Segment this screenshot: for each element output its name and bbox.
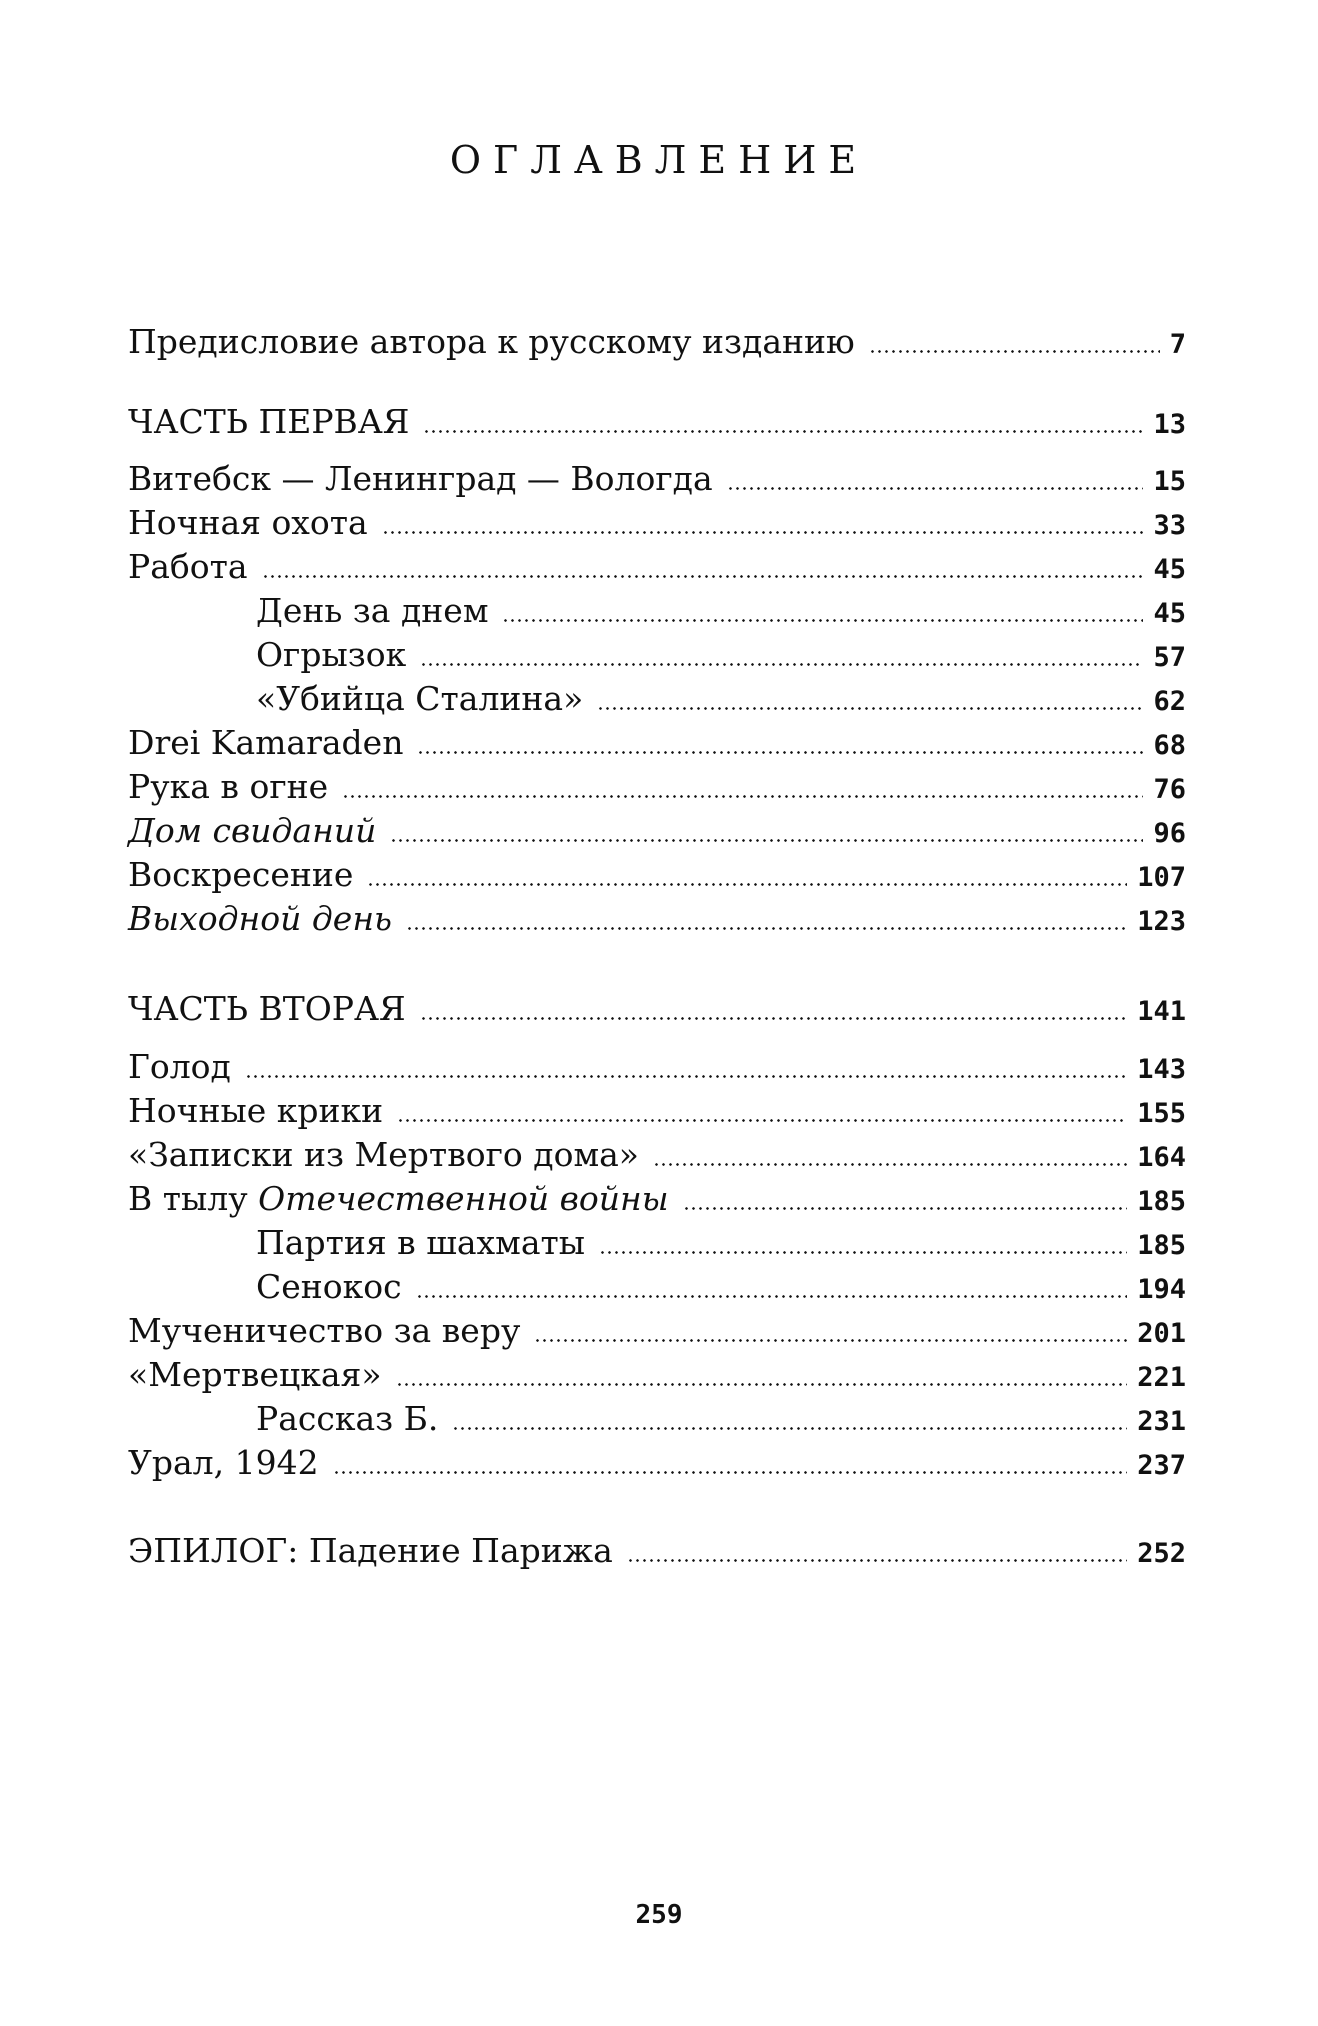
toc-entry-page: 45: [1153, 598, 1186, 629]
toc-entry-title: Ночная охота: [128, 503, 368, 542]
toc-entry-title: Предисловие автора к русскому изданию: [128, 322, 855, 361]
toc-entry-page: 68: [1153, 730, 1186, 761]
dot-leader: [727, 487, 1144, 490]
toc-entry-title: Сенокос: [256, 1267, 402, 1306]
toc-entry-title: Ночные крики: [128, 1091, 384, 1130]
toc-entry-title: Огрызок: [256, 635, 407, 674]
dot-leader: [869, 350, 1160, 353]
toc-entry: [128, 457, 1186, 501]
dot-leader: [245, 1075, 1127, 1078]
toc-entry-page: 201: [1137, 1318, 1186, 1349]
toc-entry: [128, 1353, 1186, 1397]
toc-entry-page: 96: [1153, 818, 1186, 849]
dot-leader: [534, 1339, 1127, 1342]
toc-heading: ОГЛАВЛЕНИЕ: [449, 138, 869, 182]
toc-entry-title: Дом свиданий: [128, 811, 377, 850]
toc-entry: [128, 1045, 1186, 1089]
toc-entry-title: Работа: [128, 547, 248, 586]
toc-subentry: [128, 677, 1186, 721]
toc-entry: [128, 1441, 1186, 1485]
dot-leader: [627, 1559, 1127, 1562]
dot-leader: [452, 1427, 1127, 1430]
toc-entry: [128, 501, 1186, 545]
toc-subentry: [128, 1265, 1186, 1309]
toc-subentry: [128, 589, 1186, 633]
toc-entry-page: 231: [1137, 1406, 1186, 1437]
toc-entry: [128, 545, 1186, 589]
toc-entry-page: 15: [1153, 466, 1186, 497]
toc-entry-title: Голод: [128, 1047, 231, 1086]
toc-epilogue: [128, 1529, 1186, 1573]
dot-leader: [262, 575, 1144, 578]
toc-entry-title: День за днем: [256, 591, 489, 630]
toc-entry: [128, 897, 1186, 941]
toc-entry: [128, 1177, 1186, 1221]
toc-entry-page: 155: [1137, 1098, 1186, 1129]
toc-entry-page: 45: [1153, 554, 1186, 585]
toc-entry-page: 7: [1169, 329, 1186, 360]
dot-leader: [420, 1017, 1128, 1020]
toc-entry-page: 141: [1137, 996, 1186, 1027]
toc-entry-title: Воскресение: [128, 855, 354, 894]
dot-leader: [597, 707, 1143, 710]
toc-entry-page: 185: [1137, 1186, 1186, 1217]
dot-leader: [417, 751, 1143, 754]
toc-entry-title: ЧАСТЬ ПЕРВАЯ: [128, 402, 410, 441]
toc-entry-page: 62: [1153, 686, 1186, 717]
dot-leader: [599, 1251, 1127, 1254]
toc-entry-page: 221: [1137, 1362, 1186, 1393]
dot-leader: [423, 430, 1143, 433]
dot-leader: [382, 531, 1144, 534]
toc-entry-title: Рассказ Б.: [256, 1399, 439, 1438]
dot-leader: [367, 883, 1127, 886]
toc-entry: [128, 1089, 1186, 1133]
toc-entry: [128, 1133, 1186, 1177]
toc-entry: [128, 853, 1186, 897]
toc-entry-title: Мученичество за веру: [128, 1311, 521, 1350]
toc-entry-title: Drei Kamaraden: [128, 723, 404, 762]
toc-entry: [128, 320, 1186, 364]
toc-entry-page: 107: [1137, 862, 1186, 893]
toc-entry-page: 57: [1153, 642, 1186, 673]
dot-leader: [342, 795, 1143, 798]
dot-leader: [397, 1119, 1127, 1122]
toc-part-heading: [128, 987, 1186, 1031]
toc-entry-page: 123: [1137, 906, 1186, 937]
toc-entry-title: «Убийца Сталина»: [256, 679, 584, 718]
toc-subentry: [128, 1221, 1186, 1265]
dot-leader: [653, 1163, 1127, 1166]
toc-entry-page: 237: [1137, 1450, 1186, 1481]
dot-leader: [390, 839, 1143, 842]
toc-entry: [128, 1309, 1186, 1353]
toc-entry-page: 76: [1153, 774, 1186, 805]
toc-entry-title: «Мертвецкая»: [128, 1355, 382, 1394]
toc-entry-page: 13: [1153, 409, 1186, 440]
dot-leader: [396, 1383, 1128, 1386]
toc-entry-title: Витебск — Ленинград — Вологда: [128, 459, 713, 498]
dot-leader: [683, 1207, 1128, 1210]
toc-entry-title-prefix: В тылу: [128, 1179, 259, 1218]
table-of-contents: [128, 0, 1186, 2026]
toc-entry-title: «Записки из Мертвого дома»: [128, 1135, 640, 1174]
toc-subentry: [128, 633, 1186, 677]
toc-entry-title: ЭПИЛОГ: Падение Парижа: [128, 1531, 613, 1570]
toc-entry-title: Рука в огне: [128, 767, 329, 806]
toc-entry: [128, 809, 1186, 853]
toc-entry-title: Выходной день: [128, 899, 393, 938]
toc-entry-title-italic: Отечественной войны: [258, 1179, 669, 1218]
toc-entry: [128, 721, 1186, 765]
toc-part-heading: [128, 400, 1186, 444]
toc-entry-page: 194: [1137, 1274, 1186, 1305]
toc-entry-page: 143: [1137, 1054, 1186, 1085]
toc-entry-title: Урал, 1942: [128, 1443, 319, 1482]
dot-leader: [416, 1295, 1128, 1298]
toc-entry-title: ЧАСТЬ ВТОРАЯ: [128, 989, 406, 1028]
page-number: 259: [635, 1900, 683, 1930]
dot-leader: [502, 619, 1143, 622]
dot-leader: [420, 663, 1143, 666]
dot-leader: [406, 927, 1127, 930]
toc-entry-title: Партия в шахматы: [256, 1223, 586, 1262]
toc-entry: [128, 765, 1186, 809]
toc-subentry: [128, 1397, 1186, 1441]
toc-entry-page: 185: [1137, 1230, 1186, 1261]
dot-leader: [333, 1471, 1128, 1474]
toc-entry-page: 164: [1137, 1142, 1186, 1173]
toc-entry-page: 252: [1137, 1538, 1186, 1569]
toc-entry-page: 33: [1153, 510, 1186, 541]
